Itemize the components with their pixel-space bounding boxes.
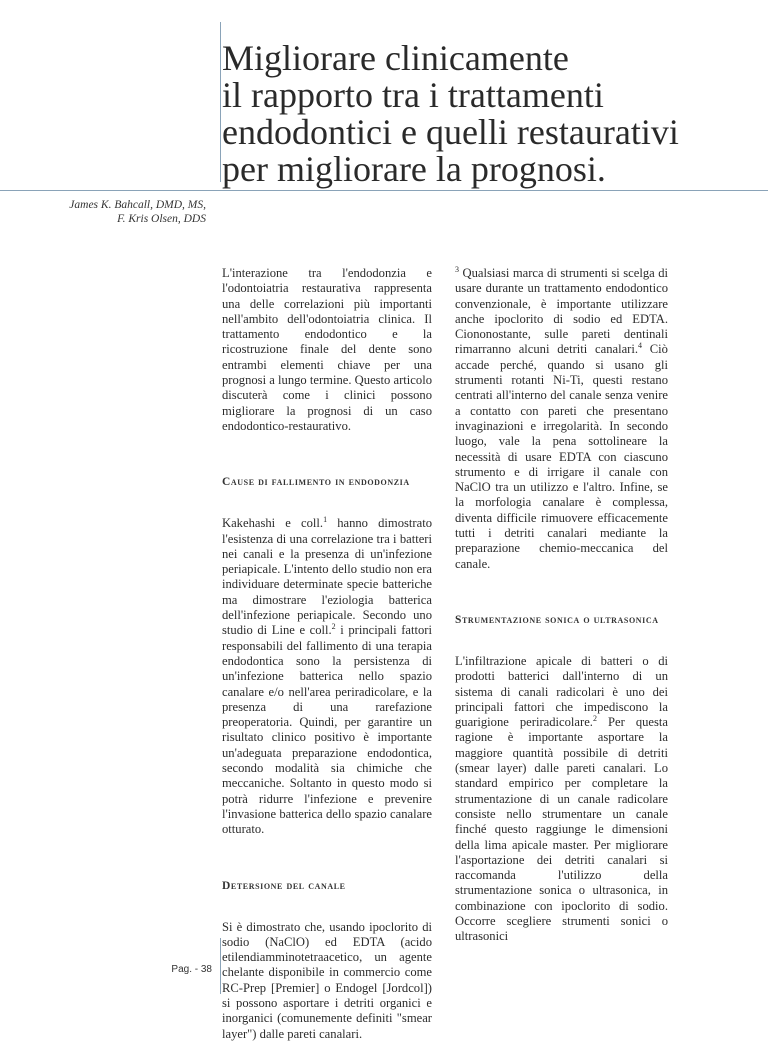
section-heading-detersione: Detersione del canale bbox=[222, 879, 346, 892]
text-run: Ciò accade perché, quando si usano gli strumenti rotanti Ni-Ti, questi restano centrati all'interno del canale senza venire a contatto con pareti che presentano invaginazioni e irregolarità. In secondo luogo, vale la pena sottolineare la necessità di usare EDTA con ciascuno strumento e di irrigare il canale con NaClO tra un utilizzo e l'altro. Infine, se la morfologia canalare è complessa, diventa difficile rimuovere efficacemente tutti i detriti canalari mediante la preparazione chemio-meccanica del canale. bbox=[455, 342, 668, 571]
page-number: Pag. - 38 bbox=[171, 964, 212, 975]
title-vertical-rule bbox=[220, 22, 221, 182]
article-title bbox=[222, 40, 762, 188]
text-column-left bbox=[222, 266, 432, 1042]
reference-superscript: 1 bbox=[323, 515, 328, 525]
author-line: F. Kris Olsen, DDS bbox=[117, 213, 206, 225]
author-line: James K. Bahcall, DMD, MS, bbox=[69, 199, 206, 211]
text-run: L'infiltrazione apicale di batteri o di prodotti batterici dall'interno di un sistema di canali radicolari è uno dei principali fattori che impediscono la guarigione periradicolare. bbox=[455, 653, 668, 730]
detersione-paragraph-continued bbox=[455, 266, 668, 572]
cause-paragraph bbox=[222, 516, 432, 837]
intro-paragraph: L'interazione tra l'endodonzia e l'odontoiatria restaurativa rappresenta una delle correlazioni più importanti nell'ambito dell'odontoiatria clinica. Il trattamento endodontico e la ricostruzione finale del dente sono entrambi elementi chiave per una prognosi a lungo termine. Questo articolo discuterà come i clinici possono migliorare la prognosi di un caso endodontico-restaurativo. bbox=[222, 266, 432, 433]
text-run: hanno dimostrato l'esistenza di una correlazione tra i batteri nei canali e la presenza di un'infezione periapicale. L'intento dello studio non era individuare determinate specie batteriche ma dimostrare l'eziologia batterica dell'infezione periapicale. Secondo uno studio di Line e coll. bbox=[222, 516, 432, 638]
section-heading-strumentazione: Strumentazione sonica o ultrasonica bbox=[455, 613, 659, 626]
title-line: Migliorare clinicamente bbox=[222, 38, 569, 78]
text-run: Qualsiasi marca di strumenti si scelga di usare durante un trattamento endodontico convenzionale, è importante utilizzare anche ipoclorito di sodio ed EDTA. Ciononostante, sulle pareti dentinali rimarranno alcuni detriti canalari. bbox=[455, 266, 668, 357]
strumentazione-paragraph bbox=[455, 654, 668, 945]
footer-vertical-rule bbox=[220, 938, 221, 994]
text-run: Kakehashi e coll. bbox=[222, 516, 324, 531]
text-run: i principali fattori responsabili del fallimento di una terapia endodontica sono la persistenza di un'infezione batterica nello spazio canalare e/o nell'area periradicolare, e la presenza di una rarefazione preoperatoria. Quindi, per garantire un risultato clinico positivo è importante un'adeguata preparazione endodontica, secondo modalità sia chimiche che meccaniche. Soltanto in questo modo si potrà ridurre l'infezione e prevenire l'invasione batterica dello spazio canalare otturato. bbox=[222, 623, 432, 837]
text-run: Per questa ragione è importante asportare la maggiore quantità possibile di detriti (smear layer) dalle pareti canalari. Lo standard empirico per completare la strumentazione di un canale radicolare consiste nello strumentare un canale finché questo raggiunge le dimensioni della lima apicale master. Per migliorare l'asportazione dei detriti canalari si raccomanda l'utilizzo della strumentazione sonica o ultrasonica, in combinazione con ipoclorito di sodio. Occorre scegliere strumenti sonici o ultrasonici bbox=[455, 715, 668, 944]
title-line: per migliorare la prognosi. bbox=[222, 149, 606, 189]
detersione-paragraph-start: Si è dimostrato che, usando ipoclorito di sodio (NaClO) ed EDTA (acido etilendiamminotetraacetico, un agente chelante disponibile in commercio come RC-Prep [Premier] o Endogel [Jordcol]) si possono asportare i detriti organici e inorganici (comunemente definiti "smear layer") dalle pareti canalari. bbox=[222, 919, 432, 1041]
section-heading-cause: Cause di fallimento in endodonzia bbox=[222, 476, 410, 489]
header-horizontal-rule bbox=[0, 190, 768, 191]
reference-superscript: 2 bbox=[331, 622, 336, 632]
title-line: endodontici e quelli restaurativi bbox=[222, 112, 679, 152]
author-byline bbox=[69, 198, 206, 226]
title-line: il rapporto tra i trattamenti bbox=[222, 75, 604, 115]
text-column-right bbox=[455, 266, 668, 945]
reference-superscript: 3 bbox=[455, 264, 459, 274]
reference-superscript: 2 bbox=[592, 713, 597, 723]
reference-superscript: 4 bbox=[638, 341, 643, 351]
